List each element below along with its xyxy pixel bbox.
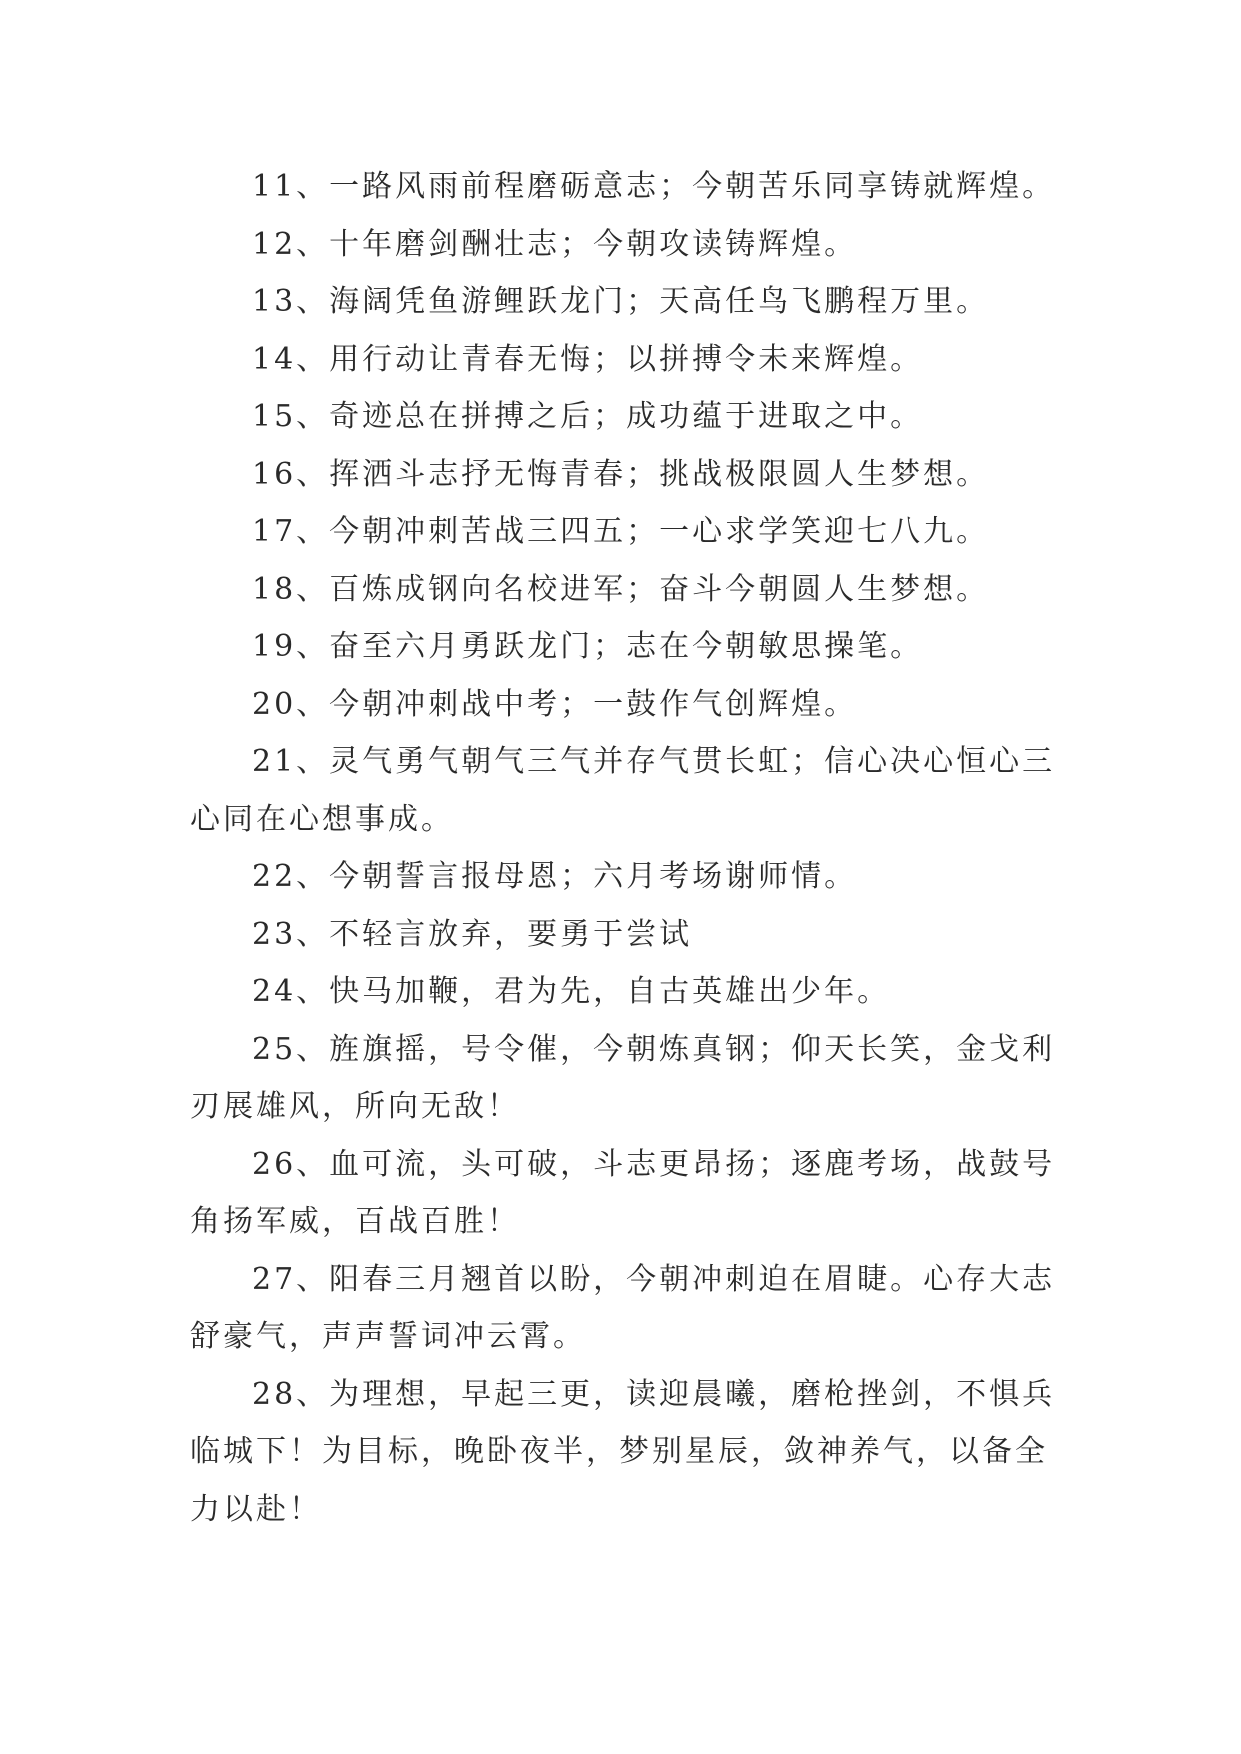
- text-line-continuation: 力以赴！: [190, 1491, 322, 1527]
- text-line: 19、奋至六月勇跃龙门；志在今朝敏思操笔。: [252, 629, 924, 664]
- document-body: [190, 158, 1090, 1538]
- text-line-continuation: 临城下！为目标，晚卧夜半，梦别星辰，敛神养气，以备全: [190, 1434, 1048, 1469]
- text-line-continuation: 角扬军威，百战百胜！: [190, 1204, 520, 1239]
- text-line: 16、挥洒斗志抒无悔青春；挑战极限圆人生梦想。: [252, 456, 990, 492]
- text-line: 24、快马加鞭，君为先，自古英雄出少年。: [252, 974, 891, 1009]
- text-line: 21、灵气勇气朝气三气并存气贯长虹；信心决心恒心三: [252, 744, 1056, 779]
- text-line: 15、奇迹总在拼搏之后；成功蕴于进取之中。: [252, 399, 924, 434]
- text-line: 12、十年磨剑酬壮志；今朝攻读铸辉煌。: [252, 226, 858, 262]
- text-line: 22、今朝誓言报母恩；六月考场谢师情。: [252, 859, 858, 894]
- text-line: 28、为理想，早起三更，读迎晨曦，磨枪挫剑，不惧兵: [252, 1376, 1056, 1412]
- text-line: 25、旌旗摇，号令催，今朝炼真钢；仰天长笑，金戈利: [252, 1031, 1056, 1067]
- text-line: 11、一路风雨前程磨砺意志；今朝苦乐同享铸就辉煌。: [252, 169, 1056, 204]
- text-line: 20、今朝冲刺战中考；一鼓作气创辉煌。: [252, 686, 858, 722]
- text-line: 14、用行动让青春无悔；以拼搏令未来辉煌。: [252, 341, 924, 377]
- text-line: 23、不轻言放弃，要勇于尝试: [252, 916, 693, 952]
- text-line-continuation: 舒豪气，声声誓词冲云霄。: [190, 1319, 586, 1354]
- text-line: 17、今朝冲刺苦战三四五；一心求学笑迎七八九。: [252, 514, 990, 549]
- text-line: 27、阳春三月翘首以盼，今朝冲刺迫在眉睫。心存大志: [252, 1261, 1056, 1297]
- text-line-continuation: 刃展雄风，所向无敌！: [190, 1089, 520, 1124]
- text-line: 13、海阔凭鱼游鲤跃龙门；天高任鸟飞鹏程万里。: [252, 284, 990, 319]
- text-line: 26、血可流，头可破，斗志更昂扬；逐鹿考场，战鼓号: [252, 1146, 1056, 1182]
- text-line-continuation: 心同在心想事成。: [190, 801, 454, 837]
- text-line: 18、百炼成钢向名校进军；奋斗今朝圆人生梦想。: [252, 571, 990, 607]
